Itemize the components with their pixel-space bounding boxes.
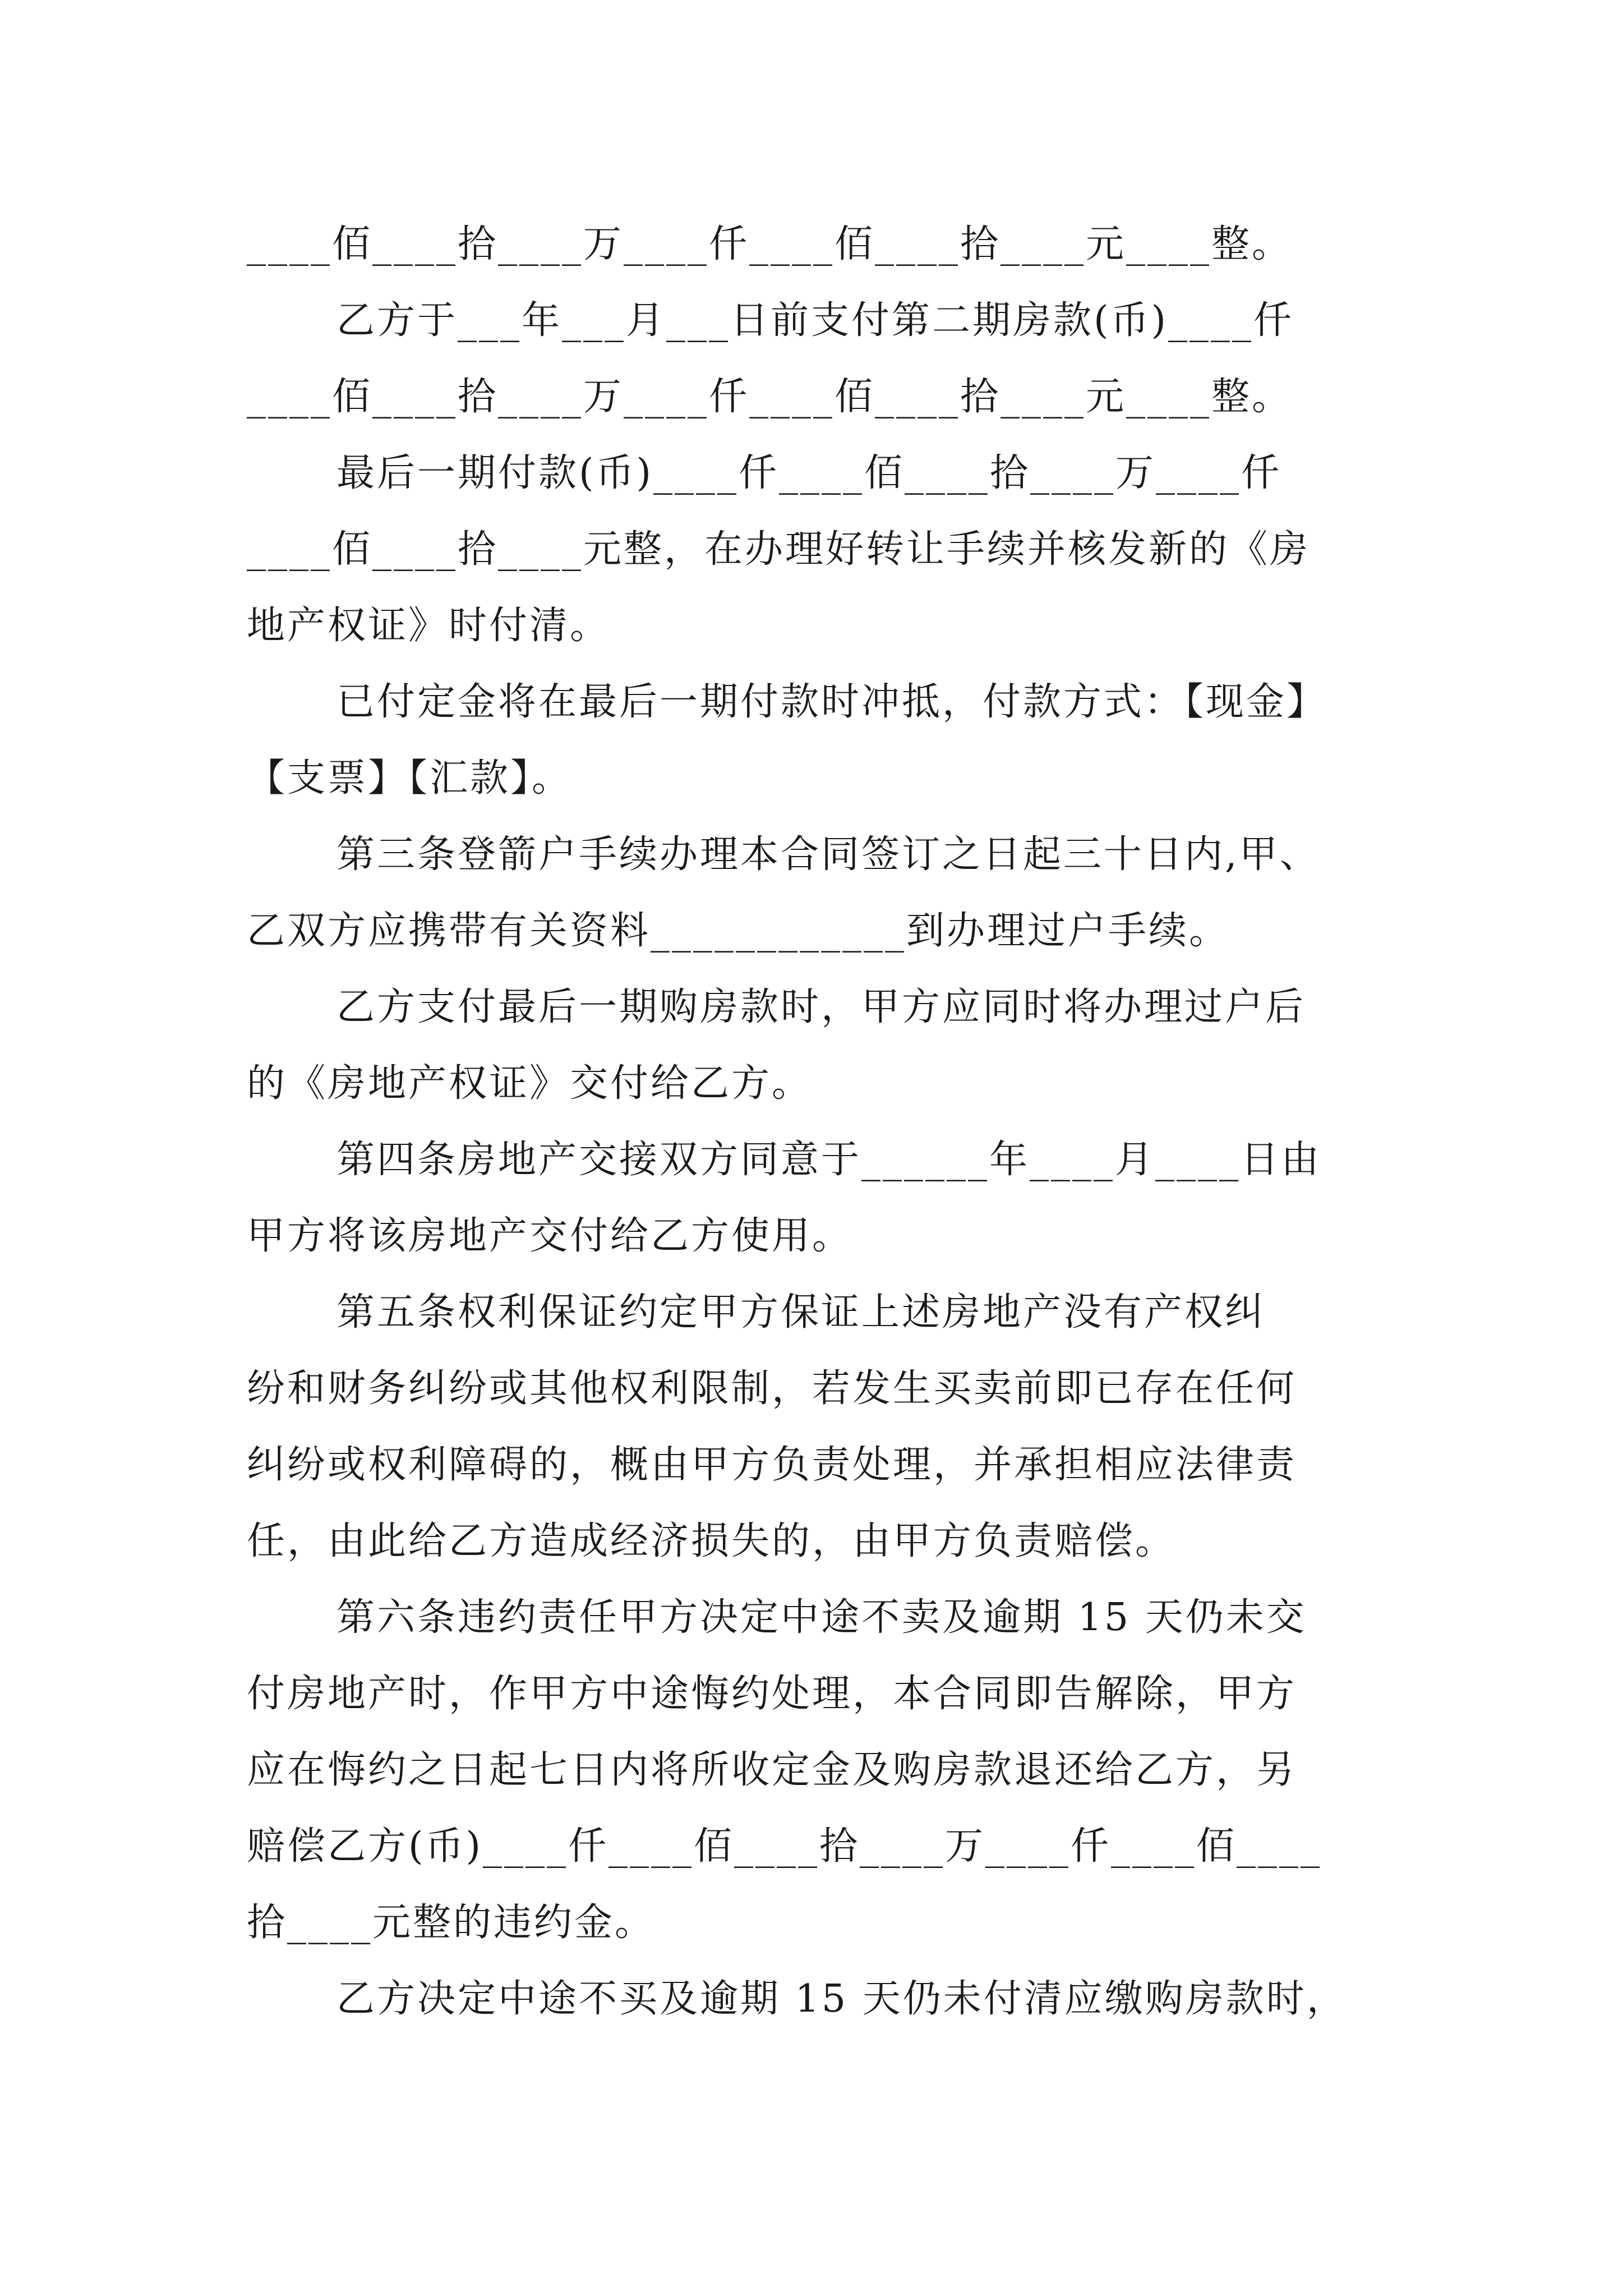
text-line-22: 赔偿乙方(币)____仟____佰____拾____万____仟____佰____: [247, 1824, 1322, 1869]
text-line-12: 的《房地产权证》交付给乙方。: [247, 1061, 813, 1106]
text-line-23: 拾____元整的违约金。: [247, 1901, 656, 1945]
text-line-6: 地产权证》时付清。: [247, 604, 611, 648]
text-line-20: 付房地产时，作甲方中途悔约处理，本合同即告解除，甲方: [247, 1672, 1297, 1716]
text-line-17: 纠纷或权利障碍的，概由甲方负责处理，并承担相应法律责: [247, 1443, 1297, 1487]
text-line-9: 第三条登箭户手续办理本合同签订之日起三十日内,甲、: [336, 832, 1320, 877]
text-line-14: 甲方将该房地产交付给乙方使用。: [247, 1214, 853, 1258]
text-line-11: 乙方支付最后一期购房款时，甲方应同时将办理过户后: [336, 985, 1306, 1029]
text-line-21: 应在悔约之日起七日内将所收定金及购房款退还给乙方，另: [247, 1748, 1297, 1792]
text-line-10: 乙双方应携带有关资料____________到办理过户手续。: [247, 909, 1230, 953]
text-line-4: 最后一期付款(币)____仟____佰____拾____万____仟: [336, 451, 1282, 495]
text-line-13: 第四条房地产交接双方同意于______年____月____日由: [336, 1138, 1322, 1182]
text-line-15: 第五条权利保证约定甲方保证上述房地产没有产权纠: [336, 1290, 1266, 1335]
text-line-8: 【支票】【汇款】。: [247, 756, 573, 800]
text-line-1: ____佰____拾____万____仟____佰____拾____元____整。: [247, 222, 1293, 266]
text-line-24: 乙方决定中途不买及逾期 15 天仍未付清应缴购房款时，: [336, 1977, 1347, 2021]
text-line-7: 已付定金将在最后一期付款时冲抵，付款方式：【现金】: [336, 680, 1327, 724]
text-line-3: ____佰____拾____万____仟____佰____拾____元____整。: [247, 375, 1293, 419]
text-line-5: ____佰____拾____元整，在办理好转让手续并核发新的《房: [247, 527, 1311, 572]
text-line-19: 第六条违约责任甲方决定中途不卖及逾期 15 天仍未交: [336, 1595, 1307, 1640]
text-line-16: 纷和财务纠纷或其他权利限制，若发生买卖前即已存在任何: [247, 1366, 1297, 1411]
text-line-18: 任，由此给乙方造成经济损失的，由甲方负责赔偿。: [247, 1519, 1176, 1563]
text-line-2: 乙方于___年___月___日前支付第二期房款(币)____仟: [336, 298, 1294, 343]
